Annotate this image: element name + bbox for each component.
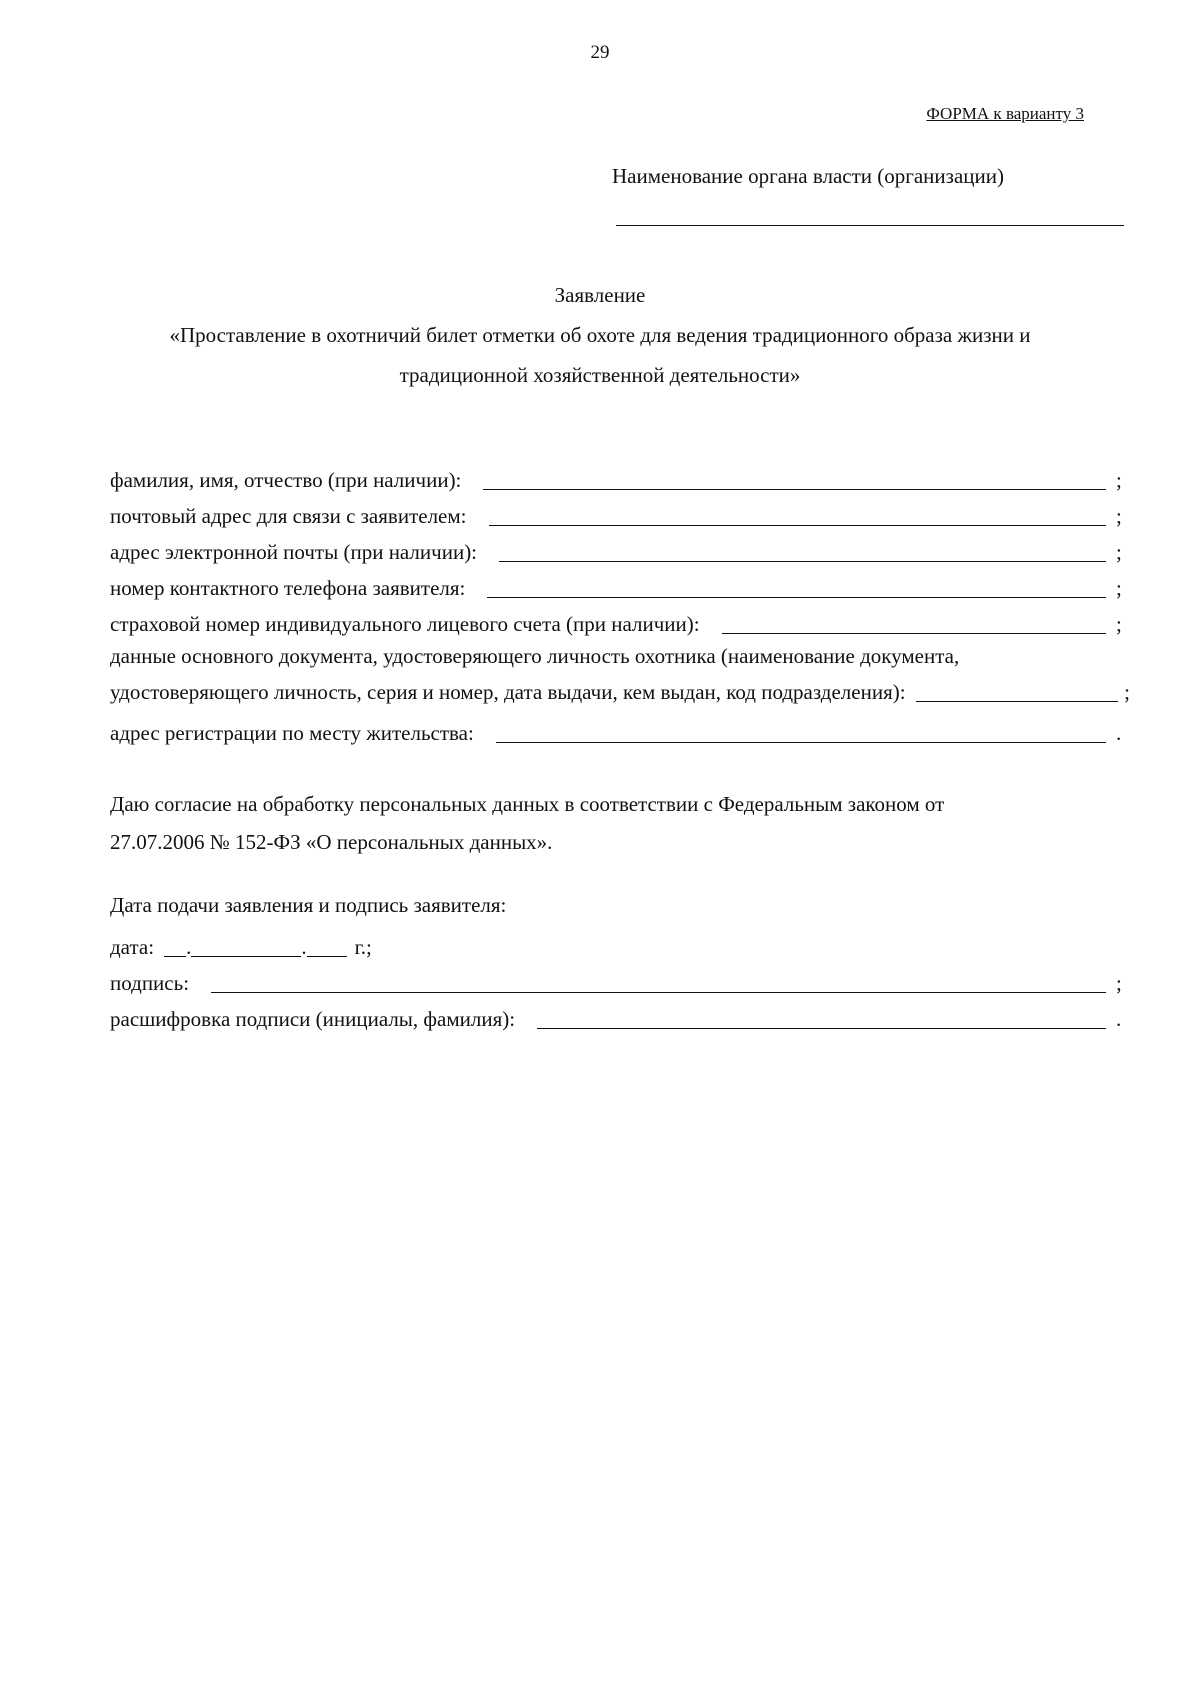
field-punct: ; — [1116, 612, 1122, 636]
field-identity-document — [110, 644, 1130, 705]
field-punct: ; — [1116, 576, 1122, 600]
field-email — [110, 535, 1130, 565]
field-full-name — [110, 463, 1130, 493]
title-heading: Заявление — [554, 283, 646, 307]
field-punct: ; — [1124, 680, 1130, 704]
field-punct: ; — [1116, 504, 1122, 528]
title-line-1: «Проставление в охотничий билет отметки об охоте для ведения традиционного образа жизни и — [169, 323, 1031, 347]
field-registration-address — [110, 716, 1130, 746]
date-label: дата: — [110, 935, 155, 959]
signature-heading: Дата подачи заявления и подпись заявителя: — [110, 893, 507, 917]
field-snils — [110, 607, 1130, 637]
phone-blank[interactable] — [487, 573, 1106, 598]
field-label: расшифровка подписи (инициалы, фамилия): — [110, 1007, 516, 1031]
date-suffix: г.; — [354, 935, 372, 959]
authority-label: Наименование органа власти (организации) — [612, 164, 1004, 188]
field-punct: . — [1116, 1007, 1122, 1031]
application-title — [0, 275, 1200, 395]
date-day-blank[interactable] — [164, 934, 186, 957]
field-label: фамилия, имя, отчество (при наличии): — [110, 468, 462, 492]
consent-line-2: 27.07.2006 № 152-ФЗ «О персональных данных». — [110, 830, 553, 854]
field-punct: ; — [1116, 540, 1122, 564]
email-blank[interactable] — [499, 537, 1106, 562]
field-signature-decoding — [110, 1002, 1130, 1032]
form-tag: ФОРМА к варианту 3 — [926, 104, 1084, 123]
field-label: адрес регистрации по месту жительства: — [110, 721, 474, 745]
field-phone — [110, 571, 1130, 601]
signature-decoding-blank[interactable] — [537, 1004, 1106, 1029]
title-line-2: традиционной хозяйственной деятельности» — [399, 363, 801, 387]
date-year-blank[interactable] — [307, 934, 347, 957]
signature-blank[interactable] — [211, 968, 1106, 993]
postal-address-blank[interactable] — [489, 501, 1107, 526]
field-punct: ; — [1116, 468, 1122, 492]
date-separator: . — [186, 935, 192, 959]
registration-address-blank[interactable] — [496, 718, 1106, 743]
field-label: почтовый адрес для связи с заявителем: — [110, 504, 467, 528]
page-number: 29 — [590, 42, 610, 63]
field-postal-address — [110, 499, 1130, 529]
field-label: страховой номер индивидуального лицевого счета (при наличии): — [110, 612, 700, 636]
date-month-blank[interactable] — [191, 934, 301, 957]
field-signature — [110, 966, 1130, 996]
field-label: подпись: — [110, 971, 190, 995]
authority-blank-line[interactable] — [616, 225, 1124, 226]
consent-line-1: Даю согласие на обработку персональных данных в соответствии с Федеральным законом от — [110, 792, 945, 816]
consent-paragraph — [110, 785, 944, 861]
date-separator: . — [301, 935, 307, 959]
date-row — [110, 930, 372, 960]
field-label-line-2: удостоверяющего личность, серия и номер, дата выдачи, кем выдан, код подразделения): — [110, 680, 906, 704]
field-label-line-1: данные основного документа, удостоверяющего личность охотника (наименование документа, — [110, 644, 960, 668]
full-name-blank[interactable] — [483, 465, 1106, 490]
field-label: номер контактного телефона заявителя: — [110, 576, 466, 600]
field-label: адрес электронной почты (при наличии): — [110, 540, 478, 564]
field-punct: . — [1116, 721, 1122, 745]
field-punct: ; — [1116, 971, 1122, 995]
identity-document-blank[interactable] — [916, 677, 1119, 702]
snils-blank[interactable] — [722, 609, 1106, 634]
